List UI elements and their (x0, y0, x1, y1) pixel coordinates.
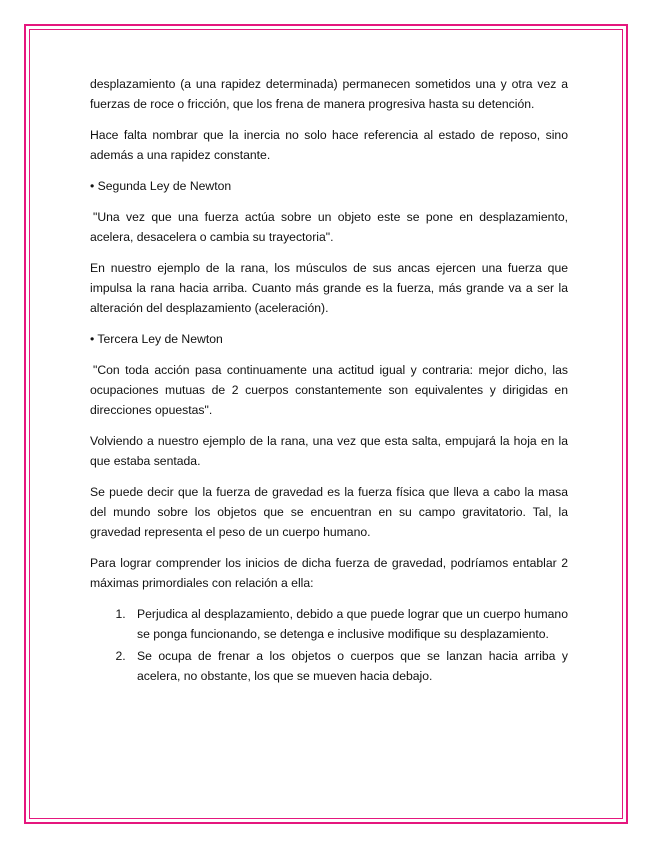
paragraph-inertia-note: Hace falta nombrar que la inercia no solo hace referencia al estado de reposo, sino además a una rapidez constante. (90, 128, 568, 162)
paragraph-frog-jump: Volviendo a nuestro ejemplo de la rana, una vez que esta salta, empujará la hoja en la que estaba sentada. (90, 434, 568, 468)
list-item: 1. Perjudica al desplazamiento, debido a que puede lograr que un cuerpo humano se ponga funcionando, se detenga e inclusive modifique su desplazamiento. (129, 604, 568, 644)
document-body (90, 74, 568, 688)
quote-third-law: "Con toda acción pasa continuamente una actitud igual y contraria: mejor dicho, las ocupaciones mutuas de 2 cuerpos constantemente son equivalentes y dirigidas en direcciones opuestas". (90, 363, 568, 417)
list-item: 2. Se ocupa de frenar a los objetos o cuerpos que se lanzan hacia arriba y acelera, no obstante, los que se mueven hacia debajo. (129, 646, 568, 686)
paragraph-frog-example: En nuestro ejemplo de la rana, los músculos de sus ancas ejercen una fuerza que impulsa la rana hacia arriba. Cuanto más grande es la fuerza, más grande va a ser la alteración del desplazamiento (aceleración). (90, 261, 568, 315)
heading-third-law: • Tercera Ley de Newton (90, 332, 223, 346)
paragraph-gravity-definition: Se puede decir que la fuerza de gravedad es la fuerza física que lleva a cabo la masa del mundo sobre los objetos que se encuentran en su campo gravitatorio. Tal, la gravedad representa el peso de un cuerpo humano. (90, 485, 568, 539)
heading-second-law: • Segunda Ley de Newton (90, 179, 232, 193)
quote-second-law: "Una vez que una fuerza actúa sobre un objeto este se pone en desplazamiento, acelera, desacelera o cambia su trayectoria". (90, 210, 568, 244)
paragraph-inertia-friction: desplazamiento (a una rapidez determinada) permanecen sometidos una y otra vez a fuerzas de roce o fricción, que los frena de manera progresiva hasta su detención. (90, 77, 568, 111)
paragraph-gravity-maxims-intro: Para lograr comprender los inicios de dicha fuerza de gravedad, podríamos entablar 2 máximas primordiales con relación a ella: (90, 556, 568, 590)
gravity-maxims-list (90, 604, 568, 686)
